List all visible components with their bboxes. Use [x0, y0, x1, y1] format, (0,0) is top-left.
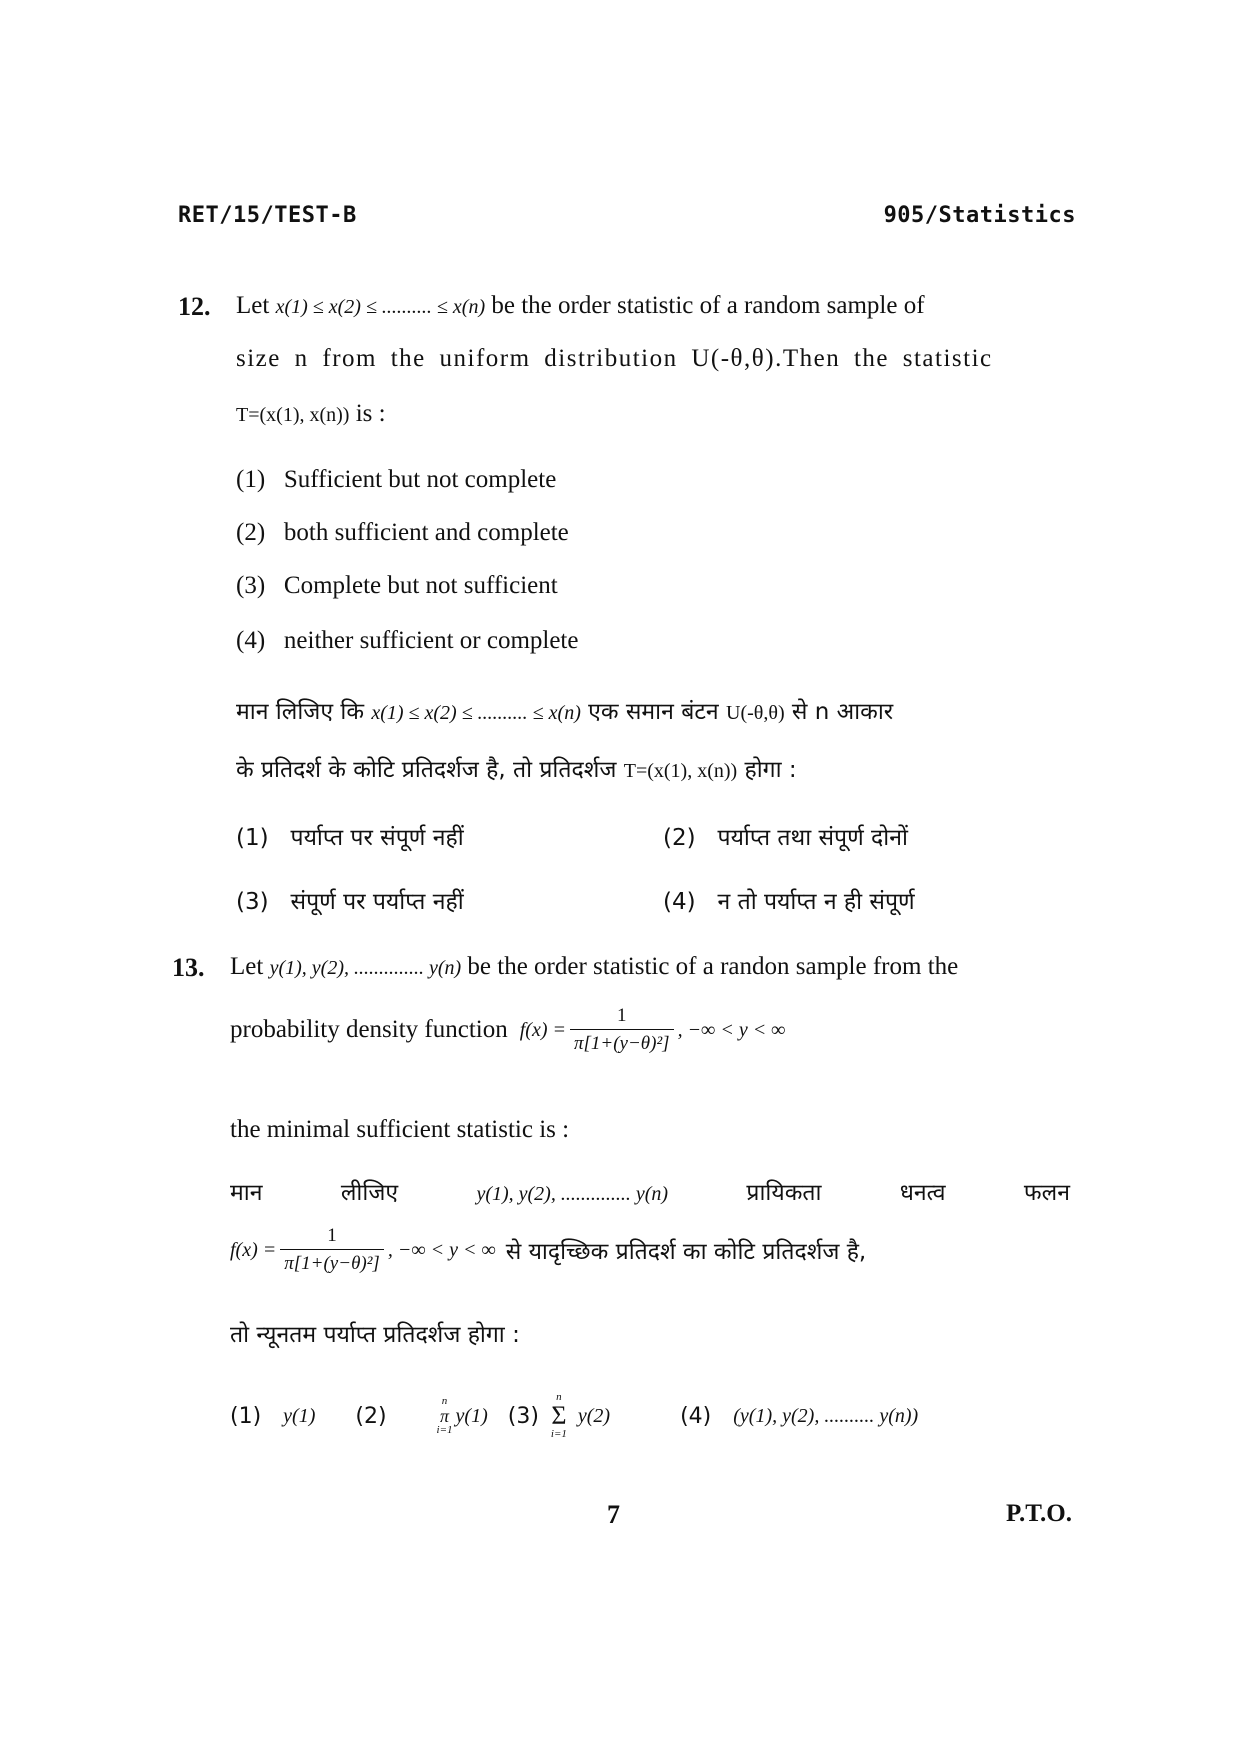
q12-option-1[interactable]	[236, 466, 556, 494]
q12-hindi-l1-post: से n आकार	[791, 699, 894, 725]
q13-hindi-pdf-num: 1	[327, 1225, 337, 1246]
page-number: 7	[607, 1500, 620, 1529]
option-number: (2)	[355, 1403, 387, 1429]
operator-lower: i=1	[436, 1424, 453, 1436]
q13-hindi-word: प्रायिकता	[746, 1180, 822, 1206]
q12-hindi-option-1[interactable]	[236, 820, 464, 852]
q12-option-3[interactable]	[236, 572, 558, 600]
option-text: Sufficient but not complete	[283, 466, 557, 493]
q12-hindi-option-2[interactable]	[663, 820, 908, 852]
option-number: (4)	[236, 627, 266, 654]
q13-option-1[interactable]	[230, 1404, 315, 1429]
q12-line2-text: size n from the uniform distribution	[236, 345, 678, 372]
q12-hindi-line2	[236, 752, 797, 784]
header-code: RET/15/TEST-B	[178, 203, 357, 228]
q12-hindi-option-4[interactable]	[663, 884, 915, 916]
operator-upper: n	[441, 1395, 448, 1407]
sum-operator	[551, 1392, 567, 1440]
q13-options	[230, 1392, 918, 1440]
option-text: न तो पर्याप्त न ही संपूर्ण	[717, 889, 915, 915]
q12-line2-post: .Then the statistic	[775, 345, 993, 372]
q13-pdf-range: , −∞ < y < ∞	[677, 1018, 786, 1041]
option-expr: y(1)	[455, 1404, 488, 1427]
q12-option-4[interactable]	[236, 627, 578, 655]
q12-hindi-l1-pre: मान लिजिए कि	[236, 699, 365, 725]
option-text: पर्याप्त पर संपूर्ण नहीं	[290, 825, 464, 851]
option-text: पर्याप्त तथा संपूर्ण दोनों	[717, 825, 908, 851]
q13-hindi-pdf-fraction	[280, 1225, 384, 1275]
q13-hindi-word: लीजिए	[340, 1180, 399, 1206]
q12-line2	[236, 345, 993, 373]
operator-upper: n	[556, 1391, 562, 1403]
option-expr: y(1)	[283, 1404, 316, 1427]
q12-line1-post: be the order statistic of a random sample of	[491, 292, 925, 319]
q12-let: Let	[236, 292, 270, 319]
q13-number: 13.	[172, 953, 205, 982]
q13-hindi-pdf-den: π[1+(y−θ)²]	[280, 1249, 384, 1275]
q13-hindi-line3: तो न्यूनतम पर्याप्त प्रतिदर्शज होगा :	[230, 1322, 520, 1348]
option-number: (4)	[680, 1403, 712, 1429]
q13-option-3[interactable]	[508, 1392, 610, 1440]
q13-line2-pre: probability density function	[230, 1016, 508, 1043]
q13-seq: y(1), y(2), .............. y(n)	[269, 957, 462, 979]
q12-hindi-l1-mid: एक समान बंटन	[588, 699, 719, 725]
operator-lower: i=1	[550, 1428, 567, 1440]
q12-order-seq: x(1) ≤ x(2) ≤ .......... ≤ x(n)	[275, 296, 486, 318]
q13-hindi-word: धनत्व	[899, 1180, 946, 1206]
option-number: (1)	[236, 466, 266, 493]
option-number: (2)	[663, 825, 696, 851]
q12-dist: U(-θ,θ)	[691, 345, 776, 372]
option-number: (3)	[507, 1403, 539, 1429]
option-number: (3)	[236, 572, 266, 599]
q12-option-2[interactable]	[236, 519, 569, 547]
q13-hindi-l2-post: से यादृच्छिक प्रतिदर्श का कोटि प्रतिदर्शज है,	[505, 1239, 867, 1265]
q13-line2	[230, 1005, 785, 1055]
sigma-symbol: Σ	[551, 1401, 567, 1430]
option-number: (1)	[230, 1403, 262, 1429]
q13-hindi-pdf-lhs: f(x) =	[230, 1238, 277, 1261]
q12-hindi-dist: U(-θ,θ)	[726, 702, 785, 724]
q13-hindi-word: मान	[230, 1180, 263, 1206]
q13-option-2[interactable]	[355, 1396, 487, 1436]
q13-pdf-den: π[1+(y−θ)²]	[570, 1029, 674, 1055]
q13-pdf-num: 1	[617, 1005, 627, 1026]
q13-option-4[interactable]	[680, 1404, 918, 1429]
q13-hindi-line1	[230, 1175, 1070, 1207]
product-operator	[437, 1396, 453, 1436]
option-number: (1)	[236, 825, 269, 851]
q12-hindi-l2-pre: के प्रतिदर्श के कोटि प्रतिदर्शज है, तो प्रतिदर्शज	[236, 757, 617, 783]
q13-hindi-line2	[230, 1225, 866, 1275]
q13-line1-post: be the order statistic of a randon sample from the	[467, 953, 959, 980]
header-subject: 905/Statistics	[883, 203, 1076, 228]
option-number: (3)	[236, 889, 269, 915]
q13-pdf-fraction	[570, 1005, 674, 1055]
q12-line3-post: is :	[355, 400, 386, 427]
pto-label: P.T.O.	[1006, 1500, 1072, 1527]
q13-hindi-pdf-range: , −∞ < y < ∞	[387, 1238, 496, 1261]
q12-number: 12.	[178, 292, 211, 321]
q12-hindi-option-3[interactable]	[236, 884, 464, 916]
q13-hindi-seq: y(1), y(2), .............. y(n)	[476, 1183, 669, 1205]
q12-hindi-line1	[236, 694, 893, 726]
q13-pdf-lhs: f(x) =	[519, 1018, 566, 1041]
q13-hindi-word: फलन	[1023, 1180, 1070, 1206]
q12-line3	[236, 400, 386, 428]
option-text: neither sufficient or complete	[283, 627, 579, 654]
q13-let: Let	[230, 953, 264, 980]
q12-statistic: T=(x(1), x(n))	[236, 404, 350, 426]
option-text: संपूर्ण पर पर्याप्त नहीं	[290, 889, 464, 915]
q13-line3: the minimal sufficient statistic is :	[230, 1116, 570, 1143]
pi-symbol: π	[440, 1406, 450, 1426]
option-number: (2)	[236, 519, 266, 546]
q12-hindi-statistic: T=(x(1), x(n))	[623, 760, 738, 782]
q12-hindi-order-seq: x(1) ≤ x(2) ≤ .......... ≤ x(n)	[371, 702, 581, 724]
option-expr: y(2)	[577, 1404, 611, 1427]
option-number: (4)	[663, 889, 696, 915]
q12-hindi-l2-post: होगा :	[744, 757, 797, 783]
option-text: Complete but not sufficient	[283, 572, 558, 599]
q13-line1	[230, 953, 958, 981]
q12-line1	[236, 292, 925, 320]
option-expr: (y(1), y(2), .......... y(n))	[733, 1404, 919, 1427]
option-text: both sufficient and complete	[283, 519, 569, 546]
